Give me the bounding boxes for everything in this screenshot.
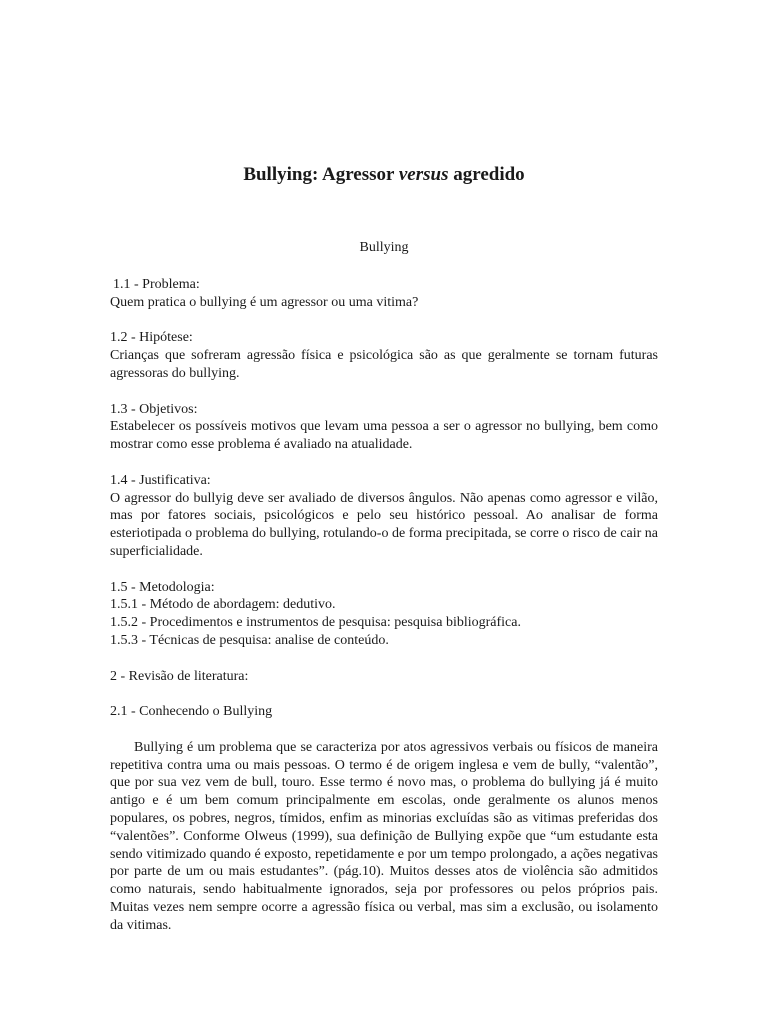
document-title (0, 163, 768, 187)
methodology-item-1: 1.5.1 - Método de abordagem: dedutivo. (110, 597, 336, 613)
section-heading: 1.4 - Justificativa: (110, 472, 211, 488)
section-heading: 1.3 - Objetivos: (110, 401, 198, 417)
section-1-3 (110, 401, 658, 454)
section-2-1-heading-block (110, 703, 658, 721)
section-text: Crianças que sofreram agressão física e psicológica são as que geralmente se tornam futuras agressoras do bullying. (110, 348, 658, 381)
section-1-1 (110, 276, 658, 312)
section-heading: 1.2 - Hipótese: (110, 330, 193, 346)
section-heading: 1.5 - Metodologia: (110, 579, 215, 595)
title-end: agredido (448, 164, 525, 185)
section-1-4 (110, 472, 658, 561)
section-heading: 1.1 - Problema: (113, 277, 200, 292)
methodology-item-2: 1.5.2 - Procedimentos e instrumentos de pesquisa: pesquisa bibliográfica. (110, 615, 521, 631)
section-text: O agressor do bullyig deve ser avaliado de diversos ângulos. Não apenas como agressor e vilão, mas por fatores sociais, psicológicos e pelo seu histórico pessoal. Ao analisar de forma esteriotipada o problema do bullying, rotulando-o de forma precipitada, se corre o risco de cair na superficialidade. (110, 490, 658, 559)
document-body (110, 276, 658, 934)
section-2 (110, 668, 658, 686)
document-subtitle: Bullying (359, 240, 409, 255)
section-1-2 (110, 329, 658, 382)
section-text: Estabelecer os possíveis motivos que levam uma pessoa a ser o agressor no bullying, bem como mostrar como esse problema é avaliado na atualidade. (110, 419, 658, 453)
title-start: Bullying: Agressor (243, 164, 399, 185)
methodology-item-3: 1.5.3 - Técnicas de pesquisa: analise de conteúdo. (110, 632, 389, 648)
title-italic-word: versus (398, 164, 449, 185)
section-1-5 (110, 579, 658, 650)
section-heading: 2.1 - Conhecendo o Bullying (110, 704, 273, 720)
section-2-1-paragraph: Bullying é um problema que se caracteriza por atos agressivos verbais ou físicos de maneira repetitiva contra uma ou mais pessoas. O termo é de origem inglesa e vem de bully, “valentão”, que por sua vez vem de bull, touro. Esse termo é novo mas, o problema do bullying já é muito antigo e é um bem comum principalmente em escolas, onde geralmente os alunos menos populares, os pobres, negros, tímidos, enfim as minorias excluídas são as vitimas preferidas dos “valentões”. Conforme Olweus (1999), sua definição de Bullying expõe que “um estudante esta sendo vitimizado quando é exposto, repetidamente e por um tempo prolongado, a ações negativas por parte de um ou mais estudantes”. (pág.10). Muitos desses atos de violência são admitidos como naturais, sendo habitualmente ignorados, seja por professores ou pelos próprios pais. Muitas vezes nem sempre ocorre a agressão física ou verbal, mas sim a exclusão, ou isolamento da vitimas. (110, 739, 658, 933)
section-text: Quem pratica o bullying é um agressor ou uma vitima? (110, 294, 419, 310)
section-heading: 2 - Revisão de literatura: (110, 668, 249, 684)
